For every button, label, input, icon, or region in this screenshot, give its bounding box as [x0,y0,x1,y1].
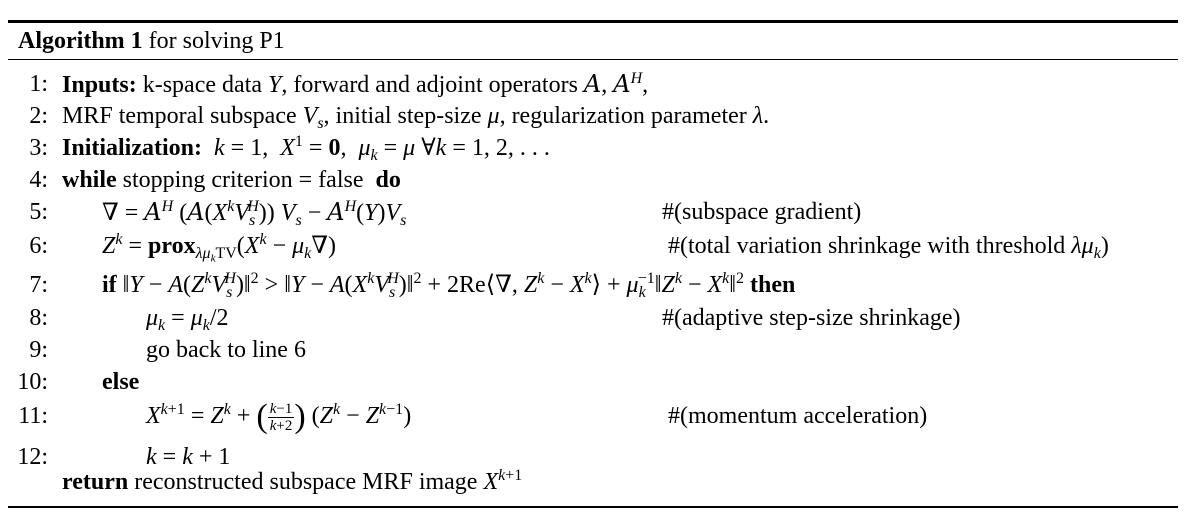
algorithm-caption: for solving P1 [148,28,285,54]
ops-text: , forward and adjoint operators [281,72,578,98]
line-code: $X^{k+1} = Z^k$ + ( $\frac{k-1}{k+2}$ ) $(Z^k - Z^{k-1})$ [146,398,412,435]
step-text: , initial step-size [323,103,482,129]
line-number: 4: [29,167,48,193]
line-number: 6: [29,233,48,259]
line-code: Inputs: k-space data Y, forward and adjoint operators A, $A^H$, [62,70,649,98]
line-number: 10: [17,369,48,395]
line-code [62,164,401,196]
keyword-while: while [62,167,117,193]
keyword-if: if [102,272,117,298]
line-number: 1: [29,71,48,97]
prox-operator: prox [148,233,196,259]
line-code: return reconstructed subspace MRF image $X^{k+1}$ [62,467,523,495]
line-text: stopping criterion = false [122,167,364,193]
keyword-return: return [62,469,129,495]
line-comment-wrap: #(total variation shrinkage with threshold $\lambda\mu_k$) [668,233,1109,262]
line-text: MRF temporal subspace [62,103,297,129]
line-comment: #(adaptive step-size shrinkage) [662,305,961,331]
line-number: 8: [29,305,48,331]
line-code [102,366,139,398]
line-number: 5: [29,199,48,225]
mid-rule [8,59,1178,60]
line-number: 12: [17,444,48,470]
keyword-initialization: Initialization: [62,135,203,161]
line-number: 9: [29,337,48,363]
bottom-rule [8,506,1178,508]
keyword-else: else [102,369,140,395]
line-comment: #(total variation shrinkage with threshold [668,233,1066,259]
line-code: $\mu_k = \mu_k/2$ [146,305,229,334]
line-number: 11: [18,403,48,429]
line-number: 7: [29,272,48,298]
fraction: $\frac{k-1}{k+2}$ [269,400,293,434]
line-code: if ‖Y − $A(Z^kV_s^H)‖^2$ > ‖Y − $A(X^kV_s^H)‖^2$ + 2Re⟨∇, $Z^k$ − $X^k⟩$ + $\mu_k^{-1}‖Z^k$ − $X^k‖^2$ then [102,270,796,301]
top-rule [8,20,1178,23]
line-code: $Z^k$ = $prox_{\lambda\mu_kTV}(X^k - \mu_k\nabla)$ [102,231,337,265]
keyword-inputs: Inputs: [62,72,137,98]
line-text: k-space data [142,72,262,98]
line-code: Initialization: k = 1, $X^1 = 0$, $\mu_k = \mu$ ∀k = 1, 2, . . . [62,133,550,164]
line-text: go back to line 6 [146,337,306,363]
line-comment: #(momentum acceleration) [668,403,928,429]
line-number: 3: [29,135,48,161]
line-code: MRF temporal subspace $V_s$, initial step-size μ, regularization parameter λ. [62,103,770,132]
reg-text: , regularization parameter [499,103,747,129]
line-code: ∇ = $A^H$ $(A(X^kV_s^H)) V_s - A^H(Y)V_s$ [102,198,407,229]
line-comment: #(subspace gradient) [662,199,862,225]
keyword-do: do [375,167,401,193]
algorithm-label: Algorithm 1 [18,28,143,54]
line-code: k = k + 1 [146,444,231,470]
line-number: 2: [29,103,48,129]
algorithm-title [18,26,285,56]
return-text: reconstructed subspace MRF image [134,469,478,495]
keyword-then: then [750,272,796,298]
